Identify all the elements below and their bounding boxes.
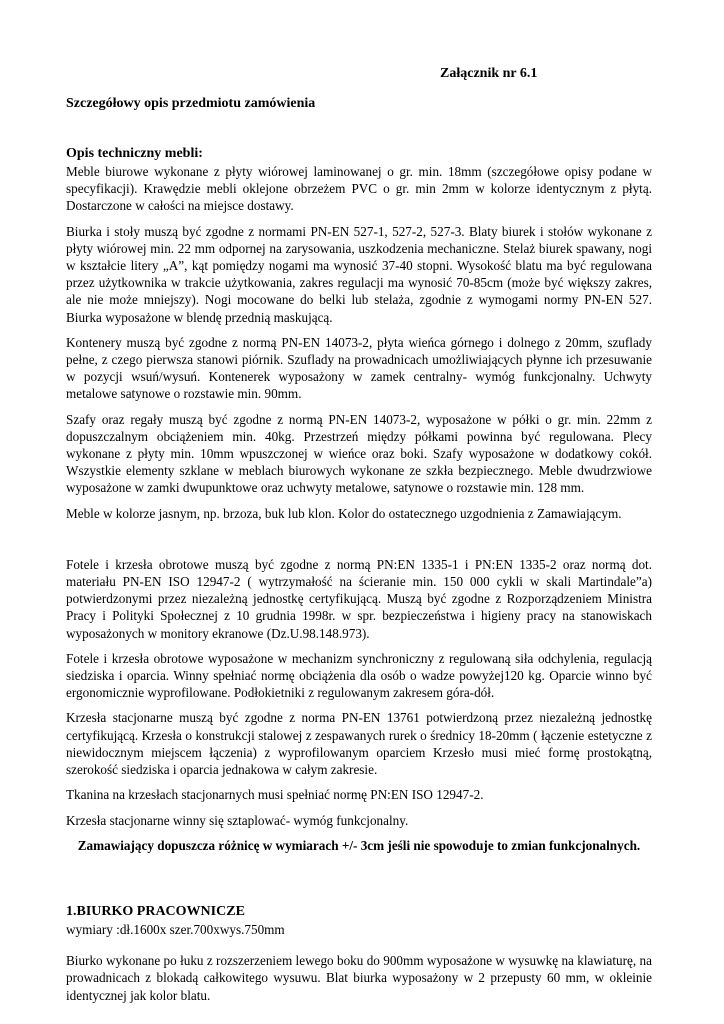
- attachment-number: Załącznik nr 6.1: [440, 66, 538, 81]
- paragraph-cabinets: Szafy oraz regały muszą być zgodne z normą PN-EN 14073-2, wyposażone w półki o gr. min. 22mm z dopuszczalnym obciążeniem min. 40kg. Przestrzeń między półkami powinna być regulowana. Plecy wykonane z płyty min. 10mm wpuszczonej w wieńce oraz boki. Szafy wyposażone w dodatkowy cokół. Wszystkie elementy szklane w meblach biurowych wykonane ze szkła bezpiecznego. Meble dwudrzwiowe wyposażone w zamki dwupunktowe oraz uchwyty metalowe, satynowe o rozstawie min. 128 mm.: [66, 411, 652, 496]
- paragraph-stacking: Krzesła stacjonarne winny się sztaplować- wymóg funkcjonalny.: [66, 812, 409, 828]
- paragraph-stationary-chairs: Krzesła stacjonarne muszą być zgodne z norma PN-EN 13761 potwierdzoną przez niezależną jednostkę certyfikującą. Krzesła o konstrukcji stalowej z zespawanych rurek o średnicy 18-20mm ( łączenie estetyczne z niewidocznym miejscem łączenia) z wyprofilowanym oparciem Krzesło musi mieć formę prostokątną, szerokość siedziska i oparcia jednakowa w całym zakresie.: [66, 710, 652, 778]
- paragraph-desks: Biurka i stoły muszą być zgodne z normami PN-EN 527-1, 527-2, 527-3. Blaty biurek i stołów wykonane z płyty wiórowej min. 22 mm odpornej na zarysowania, uszkodzenia mechaniczne. Stelaż biurek spawany, nogi w kształcie litery „A”, kąt pomiędzy nogami ma wynosić 37-40 stopni. Wysokość blatu ma być regulowana przez użytkownika w trakcie użytkowania, zakres regulacji ma wynosić 70-85cm (może być większy zakres, ale nie może mniejszy). Nogi mocowane do belki lub stelaża, zgodnie z wymogami normy PN-EN 527. Biurka wyposażone w blendę przednią maskującą.: [66, 223, 652, 325]
- item-1-dimensions: wymiary :dł.1600x szer.700xwys.750mm: [66, 921, 285, 937]
- item-1-description: Biurko wykonane po łuku z rozszerzeniem lewego boku do 900mm wyposażone w wysuwkę na klawiaturę, na prowadnicach z blokadą całkowitego wysuwu. Blat biurka wyposażony w 2 przepusty 60 mm, w okleinie identycznej jak kolor blatu.: [66, 953, 652, 1003]
- paragraph-swivel-chairs-norms: Fotele i krzesła obrotowe muszą być zgodne z normą PN:EN 1335-1 i PN:EN 1335-2 oraz normą dot. materiału PN-EN ISO 12947-2 ( wytrzymałość na ścieranie min. 150 000 cykli w skali Martindale”a) potwierdzonymi przez niezależną jednostkę certyfikującą. Muszą być zgodne z Rozporządzeniem Ministra Pracy i Polityki Społecznej z 10 grudnia 1998r. w spr. bezpieczeństwa i higieny pracy na stanowiskach wyposażonych w monitory ekranowe (Dz.U.98.148.973).: [66, 556, 652, 641]
- paragraph-swivel-chairs-mechanism: Fotele i krzesła obrotowe wyposażone w mechanizm synchroniczny z regulowaną siła odchylenia, regulacją siedziska i oparcia. Winny spełniać normę obciążenia dla osób o wadze powyżej120 kg. Oparcie winno być ergonomicznie wyprofilowane. Podłokietniki z regulowanym zakresem góra-dół.: [66, 650, 652, 701]
- document-title: Szczegółowy opis przedmiotu zamówienia: [66, 96, 316, 111]
- paragraph-tolerance-note: Zamawiający dopuszcza różnicę w wymiarach +/- 3cm jeśli nie spowoduje to zmian funkcjonalnych.: [77, 837, 641, 853]
- paragraph-colors: Meble w kolorze jasnym, np. brzoza, buk lub klon. Kolor do ostatecznego uzgodnienia z Zamawiającym.: [66, 505, 622, 521]
- paragraph-containers: Kontenery muszą być zgodne z normą PN-EN 14073-2, płyta wieńca górnego i dolnego z 20mm, szuflady pełne, z czego pierwsza stanowi piórnik. Szuflady na prowadnicach umożliwiających płynne ich przesuwanie w pozycji wsuń/wysuń. Kontenerek wyposażony w zamek centralny- wymóg funkcjonalny. Uchwyty metalowe satynowe o rozstawie min. 90mm.: [66, 334, 652, 402]
- paragraph-materials: Meble biurowe wykonane z płyty wiórowej laminowanej o gr. min. 18mm (szczegółowe opisy podane w specyfikacji). Krawędzie mebli oklejone obrzeżem PVC o gr. min 2mm w kolorze identycznym z płytą. Dostarczone w całości na miejsce dostawy.: [66, 164, 652, 214]
- paragraph-fabric: Tkanina na krzesłach stacjonarnych musi spełniać normę PN:EN ISO 12947-2.: [66, 787, 484, 803]
- tech-description-heading: Opis techniczny mebli:: [66, 146, 203, 161]
- document-body: [66, 144, 652, 1004]
- item-1-heading: 1.BIURKO PRACOWNICZE: [66, 903, 245, 919]
